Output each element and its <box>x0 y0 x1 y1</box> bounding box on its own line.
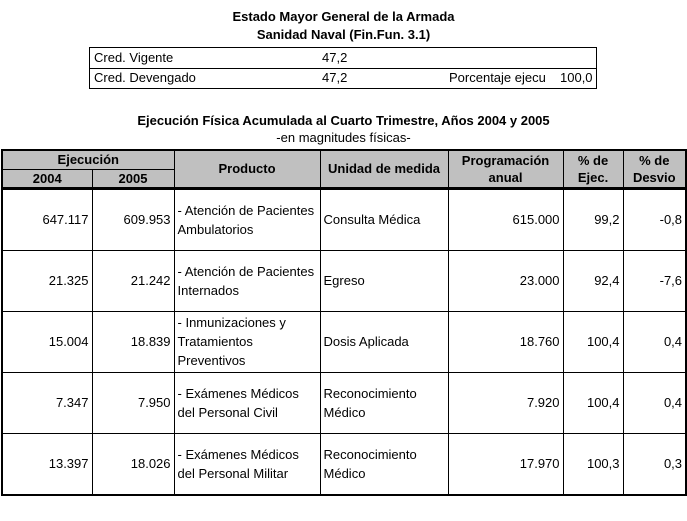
table-row <box>2 372 686 433</box>
cell-2004: 13.397 <box>2 433 92 495</box>
cell-pct-desvio: 0,3 <box>623 433 686 495</box>
header-pct-desvio: % de Desvio <box>623 150 686 188</box>
cell-programacion: 7.920 <box>448 372 563 433</box>
cell-unidad: Reconocimiento Médico <box>320 433 448 495</box>
header-producto: Producto <box>174 150 320 188</box>
cell-2004: 647.117 <box>2 188 92 250</box>
credit-porcentaje-label: Porcentaje ejecu <box>449 70 546 85</box>
cell-pct-desvio: 0,4 <box>623 311 686 372</box>
header-2004: 2004 <box>2 169 92 188</box>
cell-pct-ejec: 92,4 <box>563 250 623 311</box>
header-2005: 2005 <box>92 169 174 188</box>
cell-pct-desvio: -7,6 <box>623 250 686 311</box>
cell-programacion: 23.000 <box>448 250 563 311</box>
cell-producto: - Inmunizaciones y Tratamientos Preventivos <box>174 311 320 372</box>
cell-pct-ejec: 100,4 <box>563 372 623 433</box>
cell-producto: - Exámenes Médicos del Personal Militar <box>174 433 320 495</box>
cell-unidad: Consulta Médica <box>320 188 448 250</box>
cell-pct-ejec: 100,4 <box>563 311 623 372</box>
cell-pct-ejec: 100,3 <box>563 433 623 495</box>
credit-devengado-value: 47,2 <box>322 70 348 85</box>
cell-unidad: Dosis Aplicada <box>320 311 448 372</box>
cell-programacion: 615.000 <box>448 188 563 250</box>
cell-producto: - Exámenes Médicos del Personal Civil <box>174 372 320 433</box>
cell-2005: 18.839 <box>92 311 174 372</box>
header-pct-ejec: % de Ejec. <box>563 150 623 188</box>
table-row <box>2 250 686 311</box>
section-title: Ejecución Física Acumulada al Cuarto Trimestre, Años 2004 y 2005 <box>137 113 550 128</box>
credit-row-devengado <box>90 68 596 88</box>
sub-title: Sanidad Naval (Fin.Fun. 3.1) <box>256 27 431 42</box>
cell-pct-ejec: 99,2 <box>563 188 623 250</box>
credit-box <box>89 47 597 89</box>
credit-devengado-label: Cred. Devengado <box>94 70 196 85</box>
cell-producto: - Atención de Pacientes Ambulatorios <box>174 188 320 250</box>
section-subtitle: -en magnitudes físicas- <box>276 130 411 145</box>
header-unidad: Unidad de medida <box>320 150 448 188</box>
cell-pct-desvio: 0,4 <box>623 372 686 433</box>
cell-programacion: 18.760 <box>448 311 563 372</box>
cell-unidad: Egreso <box>320 250 448 311</box>
cell-producto: - Atención de Pacientes Internados <box>174 250 320 311</box>
cell-2004: 7.347 <box>2 372 92 433</box>
cell-unidad: Reconocimiento Médico <box>320 372 448 433</box>
cell-2004: 15.004 <box>2 311 92 372</box>
main-title: Estado Mayor General de la Armada <box>232 9 455 24</box>
table-row <box>2 188 686 250</box>
credit-porcentaje-value: 100,0 <box>560 70 593 85</box>
cell-2004: 21.325 <box>2 250 92 311</box>
cell-2005: 609.953 <box>92 188 174 250</box>
cell-programacion: 17.970 <box>448 433 563 495</box>
table-row <box>2 433 686 495</box>
cell-2005: 18.026 <box>92 433 174 495</box>
header-programacion: Programación anual <box>448 150 563 188</box>
execution-table <box>1 149 687 496</box>
cell-2005: 7.950 <box>92 372 174 433</box>
credit-vigente-value: 47,2 <box>322 50 348 65</box>
cell-pct-desvio: -0,8 <box>623 188 686 250</box>
header-ejecucion: Ejecución <box>2 150 174 169</box>
credit-row-vigente <box>90 48 596 69</box>
table-row <box>2 311 686 372</box>
credit-vigente-label: Cred. Vigente <box>94 50 174 65</box>
cell-2005: 21.242 <box>92 250 174 311</box>
